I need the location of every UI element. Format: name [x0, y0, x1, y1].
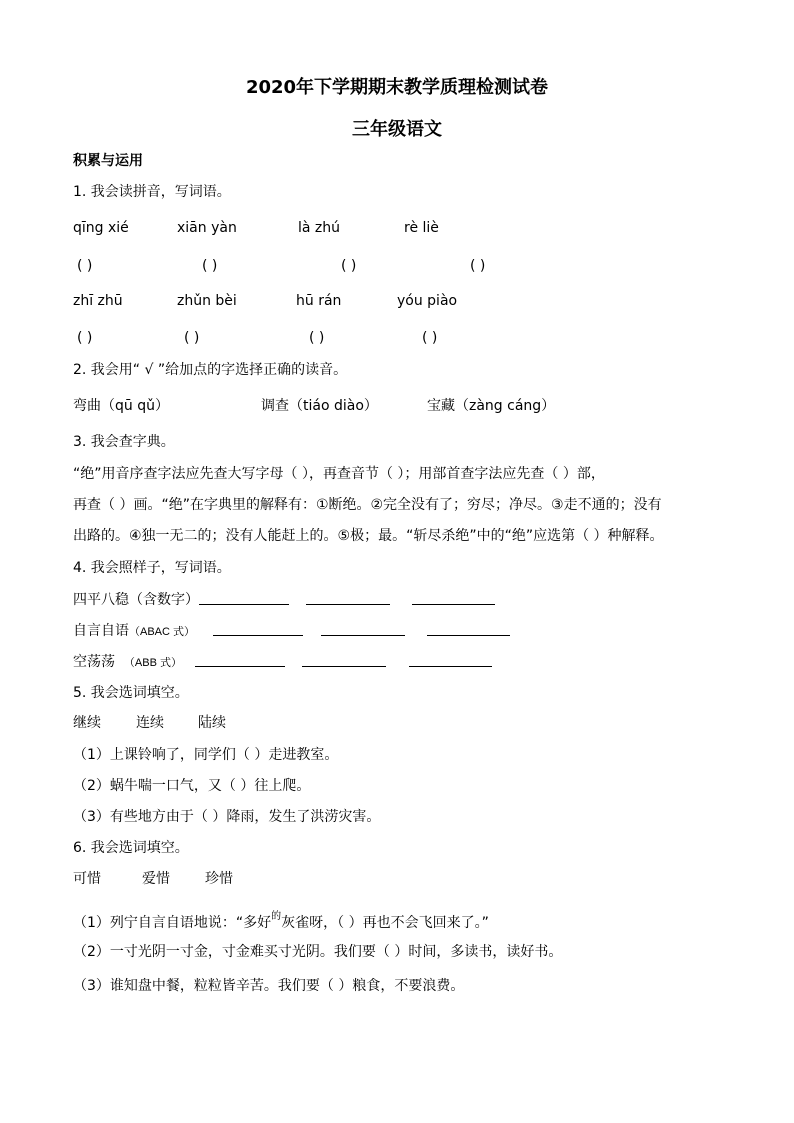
q1-stem: 1. 我会读拼音，写词语。: [73, 184, 231, 200]
q1-pinyin-2: xiān yàn: [177, 220, 237, 236]
q5-word-3: 陆续: [198, 715, 226, 731]
q4-example-hint: （ABAC 式）: [129, 626, 196, 638]
q6-word-1: 可惜: [73, 871, 101, 887]
q6-word-3: 珍惜: [205, 871, 233, 887]
q1-answer-7[interactable]: ( ): [309, 330, 325, 346]
q4-blank[interactable]: [195, 652, 285, 667]
q4-example-hint: （ABB 式）: [123, 657, 182, 669]
section-heading: 积累与运用: [73, 153, 143, 169]
q4-example-word: 自言自语: [73, 623, 129, 639]
q2-item-3[interactable]: 宝藏（zàng cáng）: [427, 398, 556, 414]
q4-example-hint: （含数字）: [129, 592, 199, 608]
q3-line-3: 出路的。④独一无二的；没有人能赶上的。⑤极；最。“斩尽杀绝”中的“绝”应选第（ ）种解释。: [73, 528, 664, 544]
q1-pinyin-1: qīng xié: [73, 220, 129, 236]
q6-sentence-1-superscript: 的: [271, 911, 282, 922]
q6-sentence-2: （2）一寸光阴一寸金，寸金难买寸光阴。我们要（ ）时间，多读书，读好书。: [73, 944, 563, 960]
q2-item-2[interactable]: 调查（tiáo diào）: [261, 398, 378, 414]
q4-blank[interactable]: [199, 590, 289, 605]
q1-answer-1[interactable]: ( ): [77, 258, 93, 274]
q6-stem: 6. 我会选词填空。: [73, 840, 189, 856]
q2-item-1[interactable]: 弯曲（qū qǔ）: [73, 398, 169, 414]
q6-word-2: 爱惜: [142, 871, 170, 887]
q1-answer-5[interactable]: ( ): [77, 330, 93, 346]
q4-blank[interactable]: [302, 652, 386, 667]
page-subtitle: 三年级语文: [352, 119, 442, 140]
q1-pinyin-4: rè liè: [404, 220, 439, 236]
q4-blank[interactable]: [213, 621, 303, 636]
q2-stem: 2. 我会用“ √ ”给加点的字选择正确的读音。: [73, 362, 348, 378]
page-title: 2020年下学期期末教学质理检测试卷: [245, 77, 549, 98]
q1-answer-2[interactable]: ( ): [202, 258, 218, 274]
q4-example-word: 四平八稳: [73, 592, 129, 608]
q5-word-1: 继续: [73, 715, 101, 731]
q6-sentence-3: （3）谁知盘中餐，粒粒皆辛苦。我们要（ ）粮食，不要浪费。: [73, 978, 465, 994]
q4-row-1: [73, 590, 199, 610]
q4-blank[interactable]: [306, 590, 390, 605]
q6-sentence-1-part-a: （1）列宁自言自语地说：“多好: [73, 915, 272, 931]
q4-blank[interactable]: [321, 621, 405, 636]
q4-stem: 4. 我会照样子，写词语。: [73, 560, 231, 576]
q1-pinyin-8: yóu piào: [397, 293, 458, 309]
q1-pinyin-7: hū rán: [296, 293, 342, 309]
q5-word-2: 连续: [136, 715, 164, 731]
q1-answer-8[interactable]: ( ): [422, 330, 438, 346]
q4-example-word: 空荡荡: [73, 654, 115, 670]
q3-line-2: 再查（ ）画。“绝”在字典里的解释有：①断绝。②完全没有了；穷尽；净尽。③走不通的；没有: [73, 497, 662, 513]
q1-answer-6[interactable]: ( ): [184, 330, 200, 346]
q5-stem: 5. 我会选词填空。: [73, 685, 189, 701]
q1-pinyin-6: zhǔn bèi: [177, 293, 237, 309]
q4-blank[interactable]: [409, 652, 492, 667]
q6-sentence-1-part-c: 灰雀呀，（ ）再也不会飞回来了。”: [281, 915, 489, 931]
q4-row-3: [73, 652, 182, 673]
q1-pinyin-5: zhī zhū: [73, 293, 123, 309]
q5-sentence-1: （1）上课铃响了，同学们（ ）走进教室。: [73, 747, 339, 763]
q4-blank[interactable]: [427, 621, 510, 636]
q6-sentence-1: [73, 907, 489, 933]
q1-answer-3[interactable]: ( ): [341, 258, 357, 274]
q5-sentence-3: （3）有些地方由于（ ）降雨，发生了洪涝灾害。: [73, 809, 381, 825]
q5-sentence-2: （2）蜗牛喘一口气，又（ ）往上爬。: [73, 778, 311, 794]
q1-pinyin-3: là zhú: [298, 220, 341, 236]
q3-line-1: “绝”用音序查字法应先查大写字母（ ），再查音节（ ）；用部首查字法应先查（ ）部，: [73, 466, 605, 482]
q3-stem: 3. 我会查字典。: [73, 434, 175, 450]
q4-row-2: [73, 621, 195, 642]
q1-answer-4[interactable]: ( ): [470, 258, 486, 274]
q4-blank[interactable]: [412, 590, 495, 605]
